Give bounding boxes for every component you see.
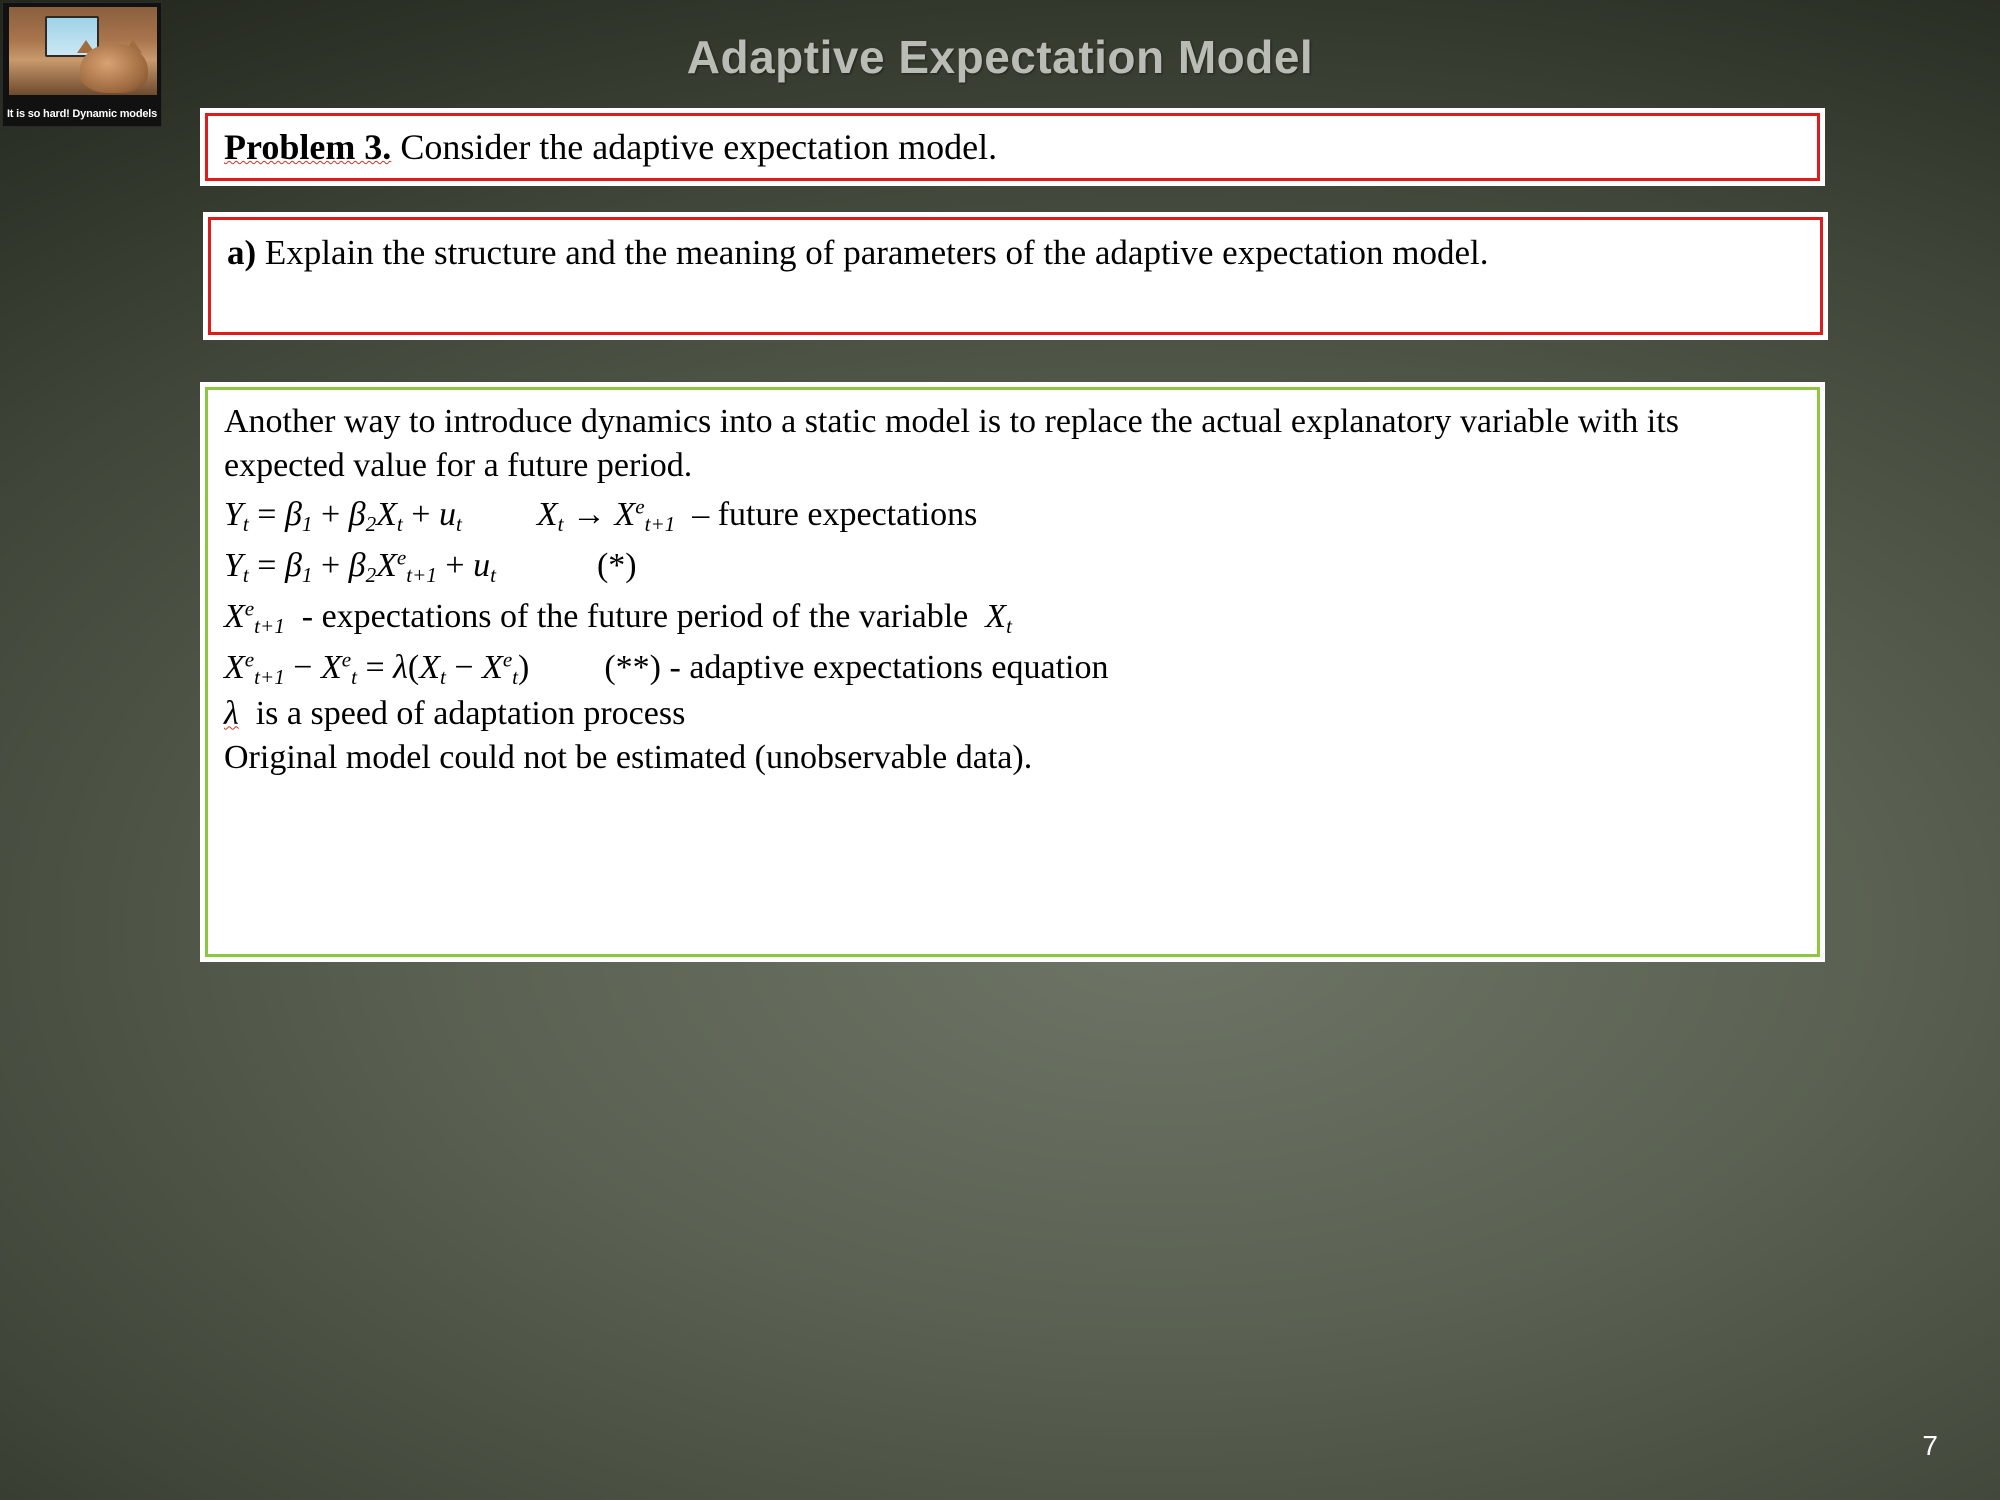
equation-3: $X^e_{t+1} - X^e_t = \lambda(X_t - X^e_t)$ bbox=[224, 647, 530, 689]
part-a-inner bbox=[208, 217, 1823, 335]
definition-line bbox=[224, 595, 1801, 640]
explanation-intro: Another way to introduce dynamics into a static model is to replace the actual explanatory variable with its expected value for a future period. bbox=[224, 403, 1679, 484]
equation-3-line bbox=[224, 646, 1801, 691]
lambda-note bbox=[224, 692, 1801, 736]
definition-variable: $X_t$ bbox=[985, 597, 1012, 638]
page-number: 7 bbox=[1922, 1430, 1938, 1461]
part-a-box bbox=[203, 212, 1828, 340]
problem-statement-text bbox=[224, 126, 1801, 170]
definition-text: - expectations of the future period of the variable bbox=[293, 597, 977, 635]
equation-2: $Y_t = \beta_1 + \beta_2X^e_{t+1} + u_t$ bbox=[224, 545, 496, 587]
equation-1-arrow: $X_t \to X^e_{t+1}$ bbox=[536, 494, 676, 536]
explanation-box bbox=[200, 382, 1825, 962]
problem-label: Problem 3. bbox=[224, 127, 392, 167]
equation-2-line bbox=[224, 544, 1801, 589]
webcam-thumbnail-caption: It is so hard! Dynamic models bbox=[6, 108, 158, 120]
closing-note: Original model could not be estimated (unobservable data). bbox=[224, 738, 1033, 776]
part-a-body: Explain the structure and the meaning of parameters of the adaptive expectation model. bbox=[264, 233, 1489, 272]
equation-2-tag: (*) bbox=[596, 546, 637, 584]
problem-statement-inner bbox=[205, 113, 1820, 181]
equation-3-tag: (**) - adaptive expectations equation bbox=[604, 648, 1109, 686]
lambda-note-text: is a speed of adaptation process bbox=[247, 695, 686, 733]
problem-text: Consider the adaptive expectation model. bbox=[400, 127, 998, 167]
problem-statement-box bbox=[200, 108, 1825, 186]
part-a-label: a) bbox=[227, 233, 257, 272]
equation-1: $Y_t = \beta_1 + \beta_2X_t + u_t$ bbox=[224, 496, 462, 536]
explanation-inner bbox=[205, 387, 1820, 957]
definition-symbol: $X^e_{t+1}$ bbox=[224, 596, 285, 638]
lambda-symbol: λ bbox=[224, 695, 239, 733]
explanation-content bbox=[224, 400, 1801, 780]
equation-1-note: – future expectations bbox=[683, 496, 978, 534]
equation-1-line bbox=[224, 493, 1801, 538]
page-title: Adaptive Expectation Model bbox=[686, 31, 1314, 83]
part-a-text bbox=[227, 230, 1804, 276]
